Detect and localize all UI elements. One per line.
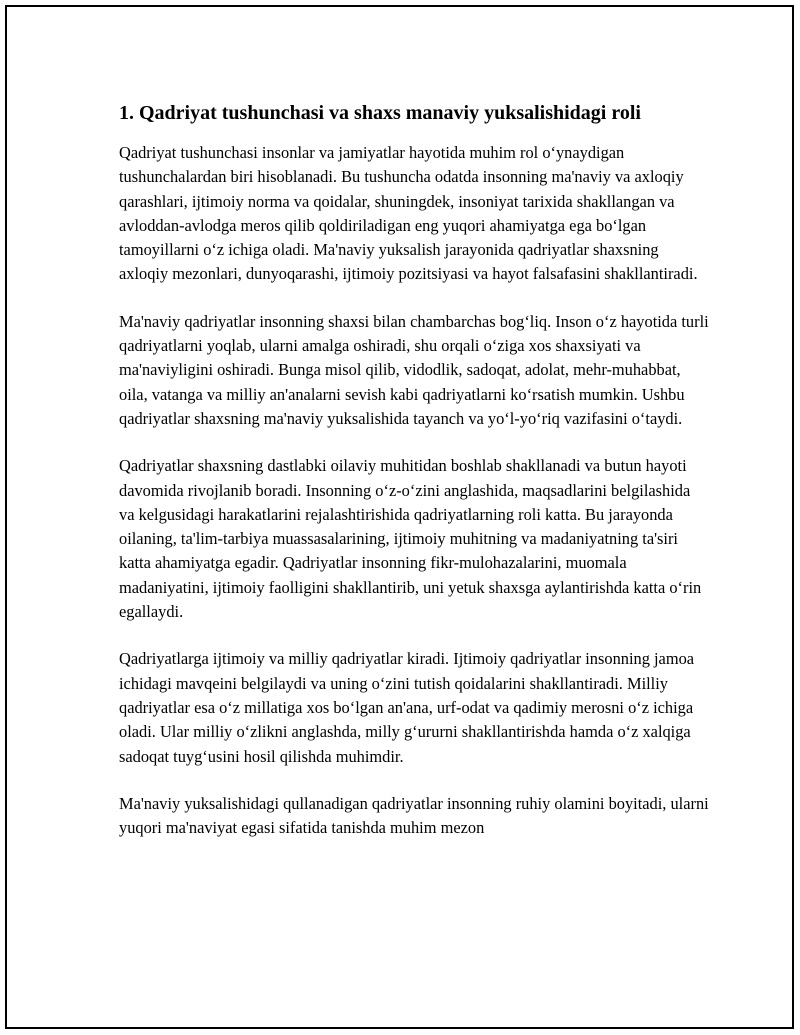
page-frame <box>5 5 794 1029</box>
paragraph-2: Ma'naviy qadriyatlar insonning shaxsi bilan chambarchas bogʻliq. Inson oʻz hayotida turli qadriyatlarni yoqlab, ularni amalga oshiradi, shu orqali oʻziga xos shaxsiyati va ma'naviyligini oshiradi. Bunga misol qilib, vidodlik, sadoqat, adolat, mehr-muhabbat, oila, vatanga va milliy an'analarni sevish kabi qadriyatlarni koʻrsatish mumkin. Ushbu qadriyatlar shaxsning ma'naviy yuksalishida tayanch va yoʻl-yoʻriq vazifasini oʻtaydi. <box>119 311 709 428</box>
paragraph-4: Qadriyatlarga ijtimoiy va milliy qadriyatlar kiradi. Ijtimoiy qadriyatlar insonning jamoa ichidagi mavqeini belgilaydi va uning oʻzini tutish qoidalarini shakllantiradi. Milliy qadriyatlar esa oʻz millatiga xos boʻlgan an'ana, urf-odat va qadimiy merosni oʻz ichiga oladi. Ular milliy oʻzlikni anglashda, milly gʻururni shakllantirishda hamda oʻz xalqiga sadoqat tuygʻusini hosil qilishda muhimdir. <box>119 649 695 766</box>
paragraph-5: Ma'naviy yuksalishidagi qullanadigan qadriyatlar insonning ruhiy olamini boyitadi, ularni yuqori ma'naviyat egasi sifatida tanishda muhim mezon <box>119 793 709 838</box>
document-body <box>119 99 709 863</box>
paragraph-1: Qadriyat tushunchasi insonlar va jamiyatlar hayotida muhim rol oʻynaydigan tushunchalardan biri hisoblanadi. Bu tushuncha odatda insonning ma'naviy va axloqiy qarashlari, ijtimoiy norma va qoidalar, shuningdek, insoniyat tarixida shakllangan va avloddan-avlodga meros qilib qoldiriladigan eng yuqori ahamiyatga ega boʻlgan tamoyillarni oʻz ichiga oladi. Ma'naviy yuksalish jarayonida qadriyatlar shaxsning axloqiy mezonlari, dunyoqarashi, ijtimoiy pozitsiyasi va hayot falsafasini shakllantiradi. <box>119 143 698 284</box>
section-heading: 1. Qadriyat tushunchasi va shaxs manaviy yuksalishidagi roli <box>119 102 641 124</box>
paragraph-3: Qadriyatlar shaxsning dastlabki oilaviy muhitidan boshlab shakllanadi va butun hayoti davomida rivojlanib boradi. Insonning oʻz-oʻzini anglashida, maqsadlarini belgilashida va kelgusidagi harakatlarini rejalashtirishida qadriyatlarning roli katta. Bu jarayonda oilaning, ta'lim-tarbiya muassasalarining, ijtimoiy muhitning va madaniyatning ta'siri katta ahamiyatga egadir. Qadriyatlar insonning fikr-mulohazalarini, muomala madaniyatini, ijtimoiy faolligini shakllantirib, uni yetuk shaxsga aylantirishda katta oʻrin egallaydi. <box>119 456 702 622</box>
